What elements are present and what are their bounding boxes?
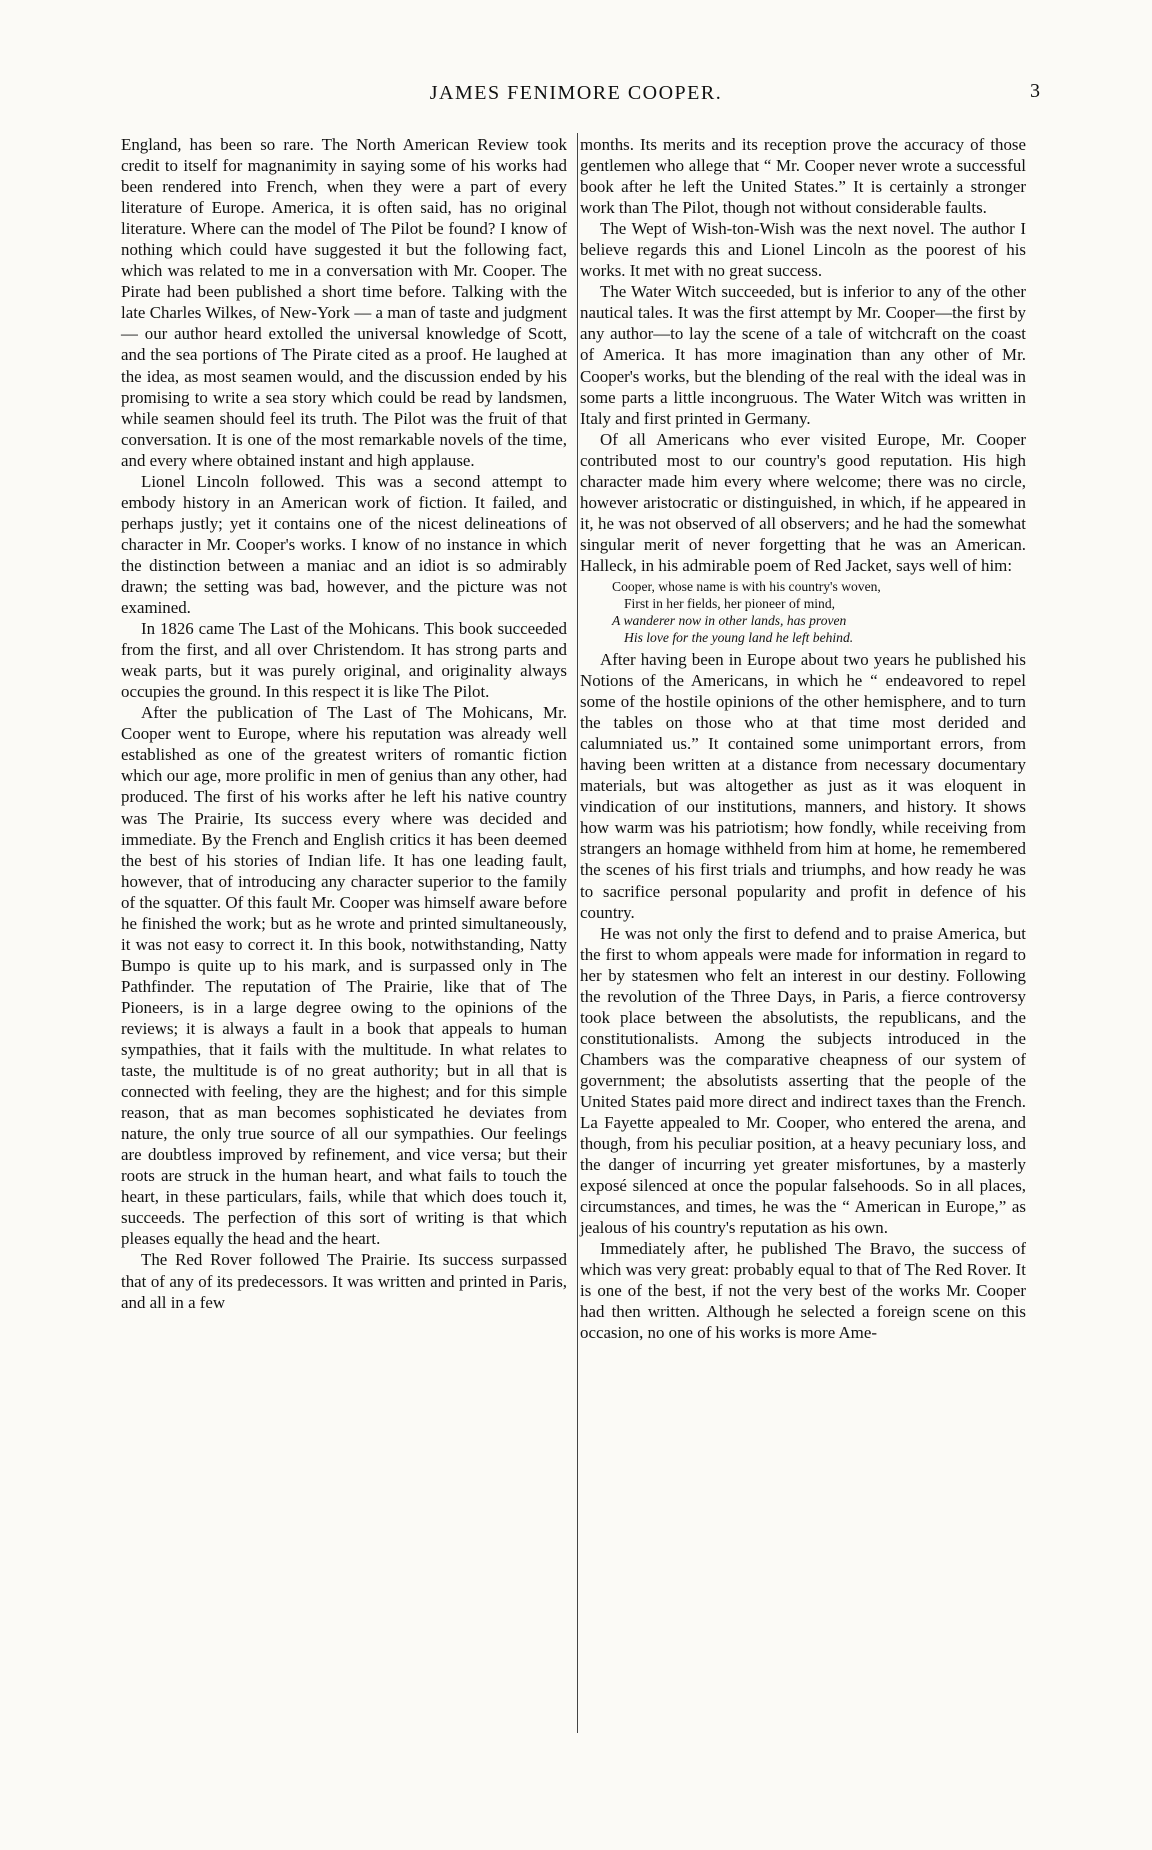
paragraph: months. Its merits and its reception prove the accuracy of those gentlemen who allege that “ Mr. Cooper never wrote a successful book after he left the United States.” It is certainly a stronger work than The Pilot, though not without considerable faults. bbox=[580, 135, 1026, 218]
column-divider bbox=[577, 133, 578, 1733]
poem-line: First in her fields, her pioneer of mind, bbox=[624, 595, 836, 611]
paragraph: In 1826 came The Last of the Mohicans. This book succeeded from the first, and all over Christendom. It has strong parts and weak parts, but it was purely original, and originality always occupies the ground. In this respect it is like The Pilot. bbox=[121, 619, 567, 702]
left-column bbox=[121, 134, 567, 1313]
paragraph: England, has been so rare. The North American Review took credit to itself for magnanimity in saying some of his works had been rendered into French, when they were a part of every literature of Europe. America, it is often said, has no original literature. Where can the model of The Pilot be found? I know of nothing which could have suggested it but the following fact, which was related to me in a conversation with Mr. Cooper. The Pirate had been published a short time before. Talking with the late Charles Wilkes, of New-York — a man of taste and judgment — our author heard extolled the universal knowledge of Scott, and the sea portions of The Pirate cited as a proof. He laughed at the idea, as most seamen would, and the discussion ended by his promising to write a sea story which could be read by landsmen, while seamen should feel its truth. The Pilot was the fruit of that conversation. It is one of the most remarkable novels of the time, and every where obtained instant and high applause. bbox=[121, 135, 567, 470]
paragraph: He was not only the first to defend and to praise America, but the first to whom appeals were made for information in regard to her by statesmen who felt an interest in our destiny. Following the revolution of the Three Days, in Paris, a fierce controversy took place between the absolutists, the republicans, and the constitutionalists. Among the subjects introduced in the Chambers was the comparative cheapness of our system of government; the absolutists asserting that the people of the United States paid more direct and indirect taxes than the French. La Fayette appealed to Mr. Cooper, who entered the arena, and though, from his peculiar position, at a heavy pecuniary loss, and the danger of incurring yet greater misfortunes, by a masterly exposé silenced at once the popular falsehoods. So in all places, circumstances, and times, he was the “ American in Europe,” as jealous of his country's reputation as his own. bbox=[580, 923, 1026, 1238]
paragraph: After the publication of The Last of The Mohicans, Mr. Cooper went to Europe, where his reputation was already well established as one of the greatest writers of romantic fiction which our age, more prolific in men of genius than any other, had produced. The first of his works after he left his native country was The Prairie, Its success every where was decided and immediate. By the French and English critics it has been deemed the best of his stories of Indian life. It has one leading fault, however, that of introducing any character superior to the family of the squatter. Of this fault Mr. Cooper was himself aware before he finished the work; but as he wrote and printed simultaneously, it was not easy to correct it. In this book, notwithstanding, Natty Bumpo is quite up to his mark, and is surpassed only in The Pathfinder. The reputation of The Prairie, like that of The Pioneers, is in a large degree owing to the opinions of the reviews; it is always a fault in a book that appeals to human sympathies, that it fails with the multitude. In what relates to taste, the multitude is of no great authority; but in all that is connected with feeling, they are the highest; and for this simple reason, that as man becomes sophisticated he deviates from nature, the only true source of all our sympathies. Our feelings are doubtless improved by refinement, and vice versa; but their roots are struck in the human heart, and what fails to touch the heart, in these particulars, fails, while that which does touch it, succeeds. The perfection of this sort of writing is that which pleases equally the head and the heart. bbox=[121, 703, 567, 1249]
poem-line: A wanderer now in other lands, has proven bbox=[612, 612, 847, 628]
paragraph: The Wept of Wish-ton-Wish was the next novel. The author I believe regards this and Lionel Lincoln as the poorest of his works. It met with no great success. bbox=[580, 219, 1026, 281]
paragraph: Of all Americans who ever visited Europe, Mr. Cooper contributed most to our country's good reputation. His high character made him every where welcome; there was no circle, however aristocratic or distinguished, in which, if he appeared in it, he was not observed of all observers; and he had the somewhat singular merit of never forgetting that he was an American. Halleck, in his admirable poem of Red Jacket, says well of him: bbox=[580, 429, 1026, 575]
paragraph: The Water Witch succeeded, but is inferior to any of the other nautical tales. It was the first attempt by Mr. Cooper—the first by any author—to lay the scene of a tale of witchcraft on the coast of America. It has more imagination than any other of Mr. Cooper's works, but the blending of the real with the ideal was in some parts a little incongruous. The Water Witch was written in Italy and first printed in Germany. bbox=[580, 282, 1026, 428]
paragraph: Lionel Lincoln followed. This was a second attempt to embody history in an American work of fiction. It failed, and perhaps justly; yet it contains one of the nicest delineations of character in Mr. Cooper's works. I know of no instance in which the distinction between a maniac and an idiot is so admirably drawn; the setting was bad, however, and the picture was not examined. bbox=[121, 471, 567, 618]
poem-quote bbox=[580, 578, 1026, 646]
paragraph: The Red Rover followed The Prairie. Its success surpassed that of any of its predecessors. It was written and printed in Paris, and all in a few bbox=[121, 1250, 567, 1312]
right-column bbox=[580, 134, 1026, 1344]
paragraph: After having been in Europe about two years he published his Notions of the Americans, in which he “ endeavored to repel some of the hostile opinions of the other hemisphere, and to turn the tables on those who at that time most derided and calumniated us.” It contained some unimportant errors, from having been written at a distance from necessary documentary materials, but was altogether as just as it was eloquent in vindication of our institutions, manners, and history. It shows how warm was his patriotism; how fondly, while receiving from strangers an homage withheld from him at home, he remembered the scenes of his first trials and triumphs, and how ready he was to sacrifice personal popularity and profit in defence of his country. bbox=[580, 649, 1026, 922]
paragraph: Immediately after, he published The Bravo, the success of which was very great: probably equal to that of The Red Rover. It is one of the best, if not the very best of the works Mr. Cooper had then written. Although he selected a foreign scene on this occasion, no one of his works is more Ame- bbox=[580, 1239, 1026, 1343]
poem-line: Cooper, whose name is with his country's woven, bbox=[612, 578, 881, 594]
poem-line: His love for the young land he left behind. bbox=[624, 629, 854, 645]
page-number: 3 bbox=[1030, 80, 1040, 102]
running-title: JAMES FENIMORE COOPER. bbox=[429, 82, 723, 104]
